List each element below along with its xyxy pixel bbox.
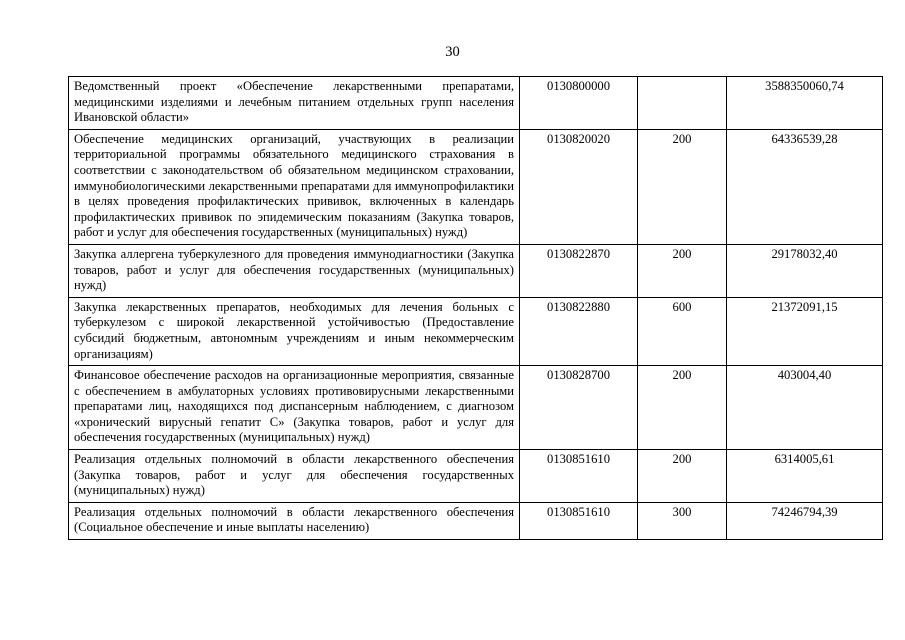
table-row [69, 244, 883, 297]
row-name: Реализация отдельных полномочий в области лекарственного обеспечения (Социальное обеспечение и иные выплаты населению) [69, 502, 520, 539]
row-code: 0130800000 [520, 77, 638, 130]
row-code: 0130828700 [520, 366, 638, 450]
row-code: 0130851610 [520, 450, 638, 503]
row-sum: 21372091,15 [727, 297, 883, 365]
row-code: 0130851610 [520, 502, 638, 539]
table-body [69, 77, 883, 540]
row-name: Ведомственный проект «Обеспечение лекарственными препаратами, медицинскими изделиями и лечебным питанием отдельных групп населения Ивановской области» [69, 77, 520, 130]
row-code: 0130820020 [520, 129, 638, 244]
row-group: 200 [638, 366, 727, 450]
row-name: Реализация отдельных полномочий в области лекарственного обеспечения (Закупка товаров, работ и услуг для обеспечения государственных (муниципальных) нужд) [69, 450, 520, 503]
table-row [69, 366, 883, 450]
table-row [69, 502, 883, 539]
row-sum: 3588350060,74 [727, 77, 883, 130]
row-sum: 64336539,28 [727, 129, 883, 244]
row-group: 600 [638, 297, 727, 365]
table-row [69, 297, 883, 365]
row-group [638, 77, 727, 130]
row-group: 200 [638, 244, 727, 297]
row-name: Закупка аллергена туберкулезного для проведения иммунодиагностики (Закупка товаров, работ и услуг для обеспечения государственных (муниципальных) нужд) [69, 244, 520, 297]
table-row [69, 129, 883, 244]
row-code: 0130822880 [520, 297, 638, 365]
row-name: Закупка лекарственных препаратов, необходимых для лечения больных с туберкулезом с широкой лекарственной устойчивостью (Предоставление субсидий бюджетным, автономным учреждениям и иным некоммерческим организациям) [69, 297, 520, 365]
row-group: 300 [638, 502, 727, 539]
row-group: 200 [638, 450, 727, 503]
row-sum: 6314005,61 [727, 450, 883, 503]
row-sum: 403004,40 [727, 366, 883, 450]
row-group: 200 [638, 129, 727, 244]
row-sum: 29178032,40 [727, 244, 883, 297]
row-sum: 74246794,39 [727, 502, 883, 539]
table-row [69, 450, 883, 503]
row-name: Финансовое обеспечение расходов на организационные мероприятия, связанные с обеспечением в амбулаторных условиях противовирусными лекарственными препаратами лиц, находящихся под диспансерным наблюдением, с диагнозом «хронический вирусный гепатит C» (Закупка товаров, работ и услуг для обеспечения государственных (муниципальных) нужд) [69, 366, 520, 450]
page-number: 30 [445, 44, 460, 60]
row-name: Обеспечение медицинских организаций, участвующих в реализации территориальной программы обязательного медицинского страхования в соответствии с законодательством об обязательном медицинском страховании, иммунобиологическими лекарственными препаратами для иммунопрофилактики в целях проведения профилактических прививок, включенных в календарь профилактических прививок по эпидемическим показаниям (Закупка товаров, работ и услуг для обеспечения государственных (муниципальных) нужд) [69, 129, 520, 244]
budget-table [68, 76, 883, 540]
row-code: 0130822870 [520, 244, 638, 297]
table-row [69, 77, 883, 130]
